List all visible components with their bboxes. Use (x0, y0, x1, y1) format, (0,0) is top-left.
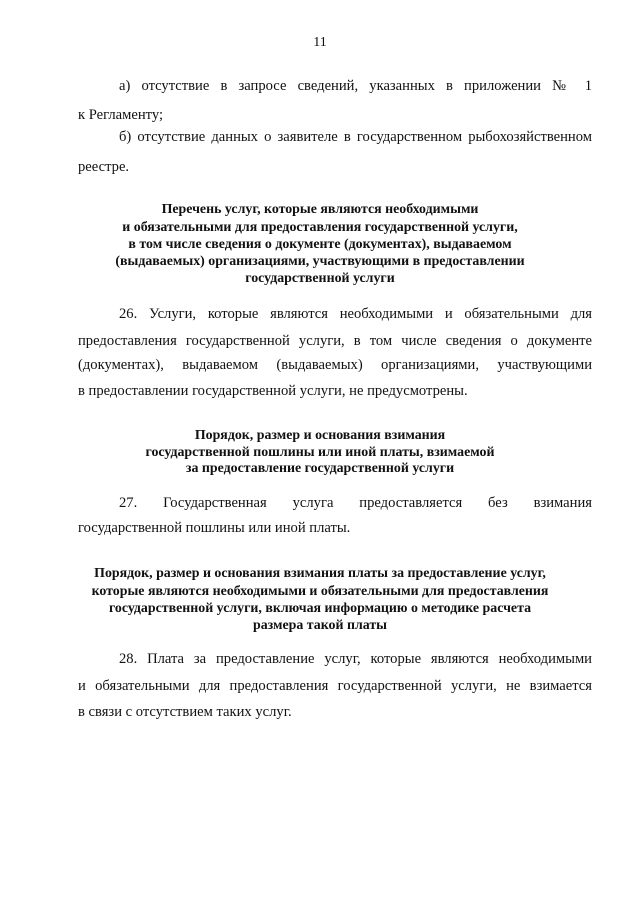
item-b-line-2: реестре. (78, 159, 130, 175)
section-1-heading-line-1: Перечень услуг, которые являются необходимыми (161, 202, 479, 217)
section-2-heading-line-1: Порядок, размер и основания взимания (194, 428, 446, 443)
section-3-heading-line-2: которые являются необходимыми и обязательными для предоставления (91, 584, 549, 599)
section-2-heading-line-3: за предоставление государственной услуги (185, 461, 455, 476)
paragraph-28-line-3: в связи с отсутствием таких услуг. (78, 704, 292, 720)
section-3-heading-line-4: размера такой платы (252, 618, 388, 633)
section-1-heading-line-5: государственной услуги (245, 271, 395, 286)
paragraph-27-line-2: государственной пошлины или иной платы. (78, 520, 351, 536)
paragraph-26-line-1: 26. Услуги, которые являются необходимыми и обязательными для (119, 306, 592, 322)
section-2-heading-line-2: государственной пошлины или иной платы, взимаемой (145, 445, 495, 460)
paragraph-26-line-2: предоставления государственной услуги, в том числе сведения о документе (78, 333, 592, 349)
paragraph-26-line-3: (документах), выдаваемом (выдаваемых) организациями, участвующими (78, 357, 592, 373)
paragraph-28-line-1: 28. Плата за предоставление услуг, которые являются необходимыми (119, 651, 592, 667)
item-a-line-2: к Регламенту; (78, 107, 164, 123)
paragraph-28-line-2: и обязательными для предоставления государственной услуги, не взимается (78, 678, 592, 694)
paragraph-27-line-1: 27. Государственная услуга предоставляется без взимания (119, 495, 592, 511)
section-3-heading-line-3: государственной услуги, включая информацию о методике расчета (108, 601, 532, 616)
item-b-line-1: б) отсутствие данных о заявителе в государственном рыбохозяйственном (119, 129, 592, 145)
paragraph-26-line-4: в предоставлении государственной услуги, не предусмотрены. (78, 383, 468, 399)
section-1-heading-line-4: (выдаваемых) организациями, участвующими в предоставлении (115, 254, 525, 269)
section-3-heading-line-1: Порядок, размер и основания взимания платы за предоставление услуг, (94, 566, 546, 581)
section-1-heading-line-2: и обязательными для предоставления государственной услуги, (122, 220, 518, 235)
section-1-heading-line-3: в том числе сведения о документе (документах), выдаваемом (128, 237, 512, 252)
item-a-line-1: а) отсутствие в запросе сведений, указанных в приложении № 1 (119, 78, 592, 94)
page-number: 11 (313, 35, 327, 50)
